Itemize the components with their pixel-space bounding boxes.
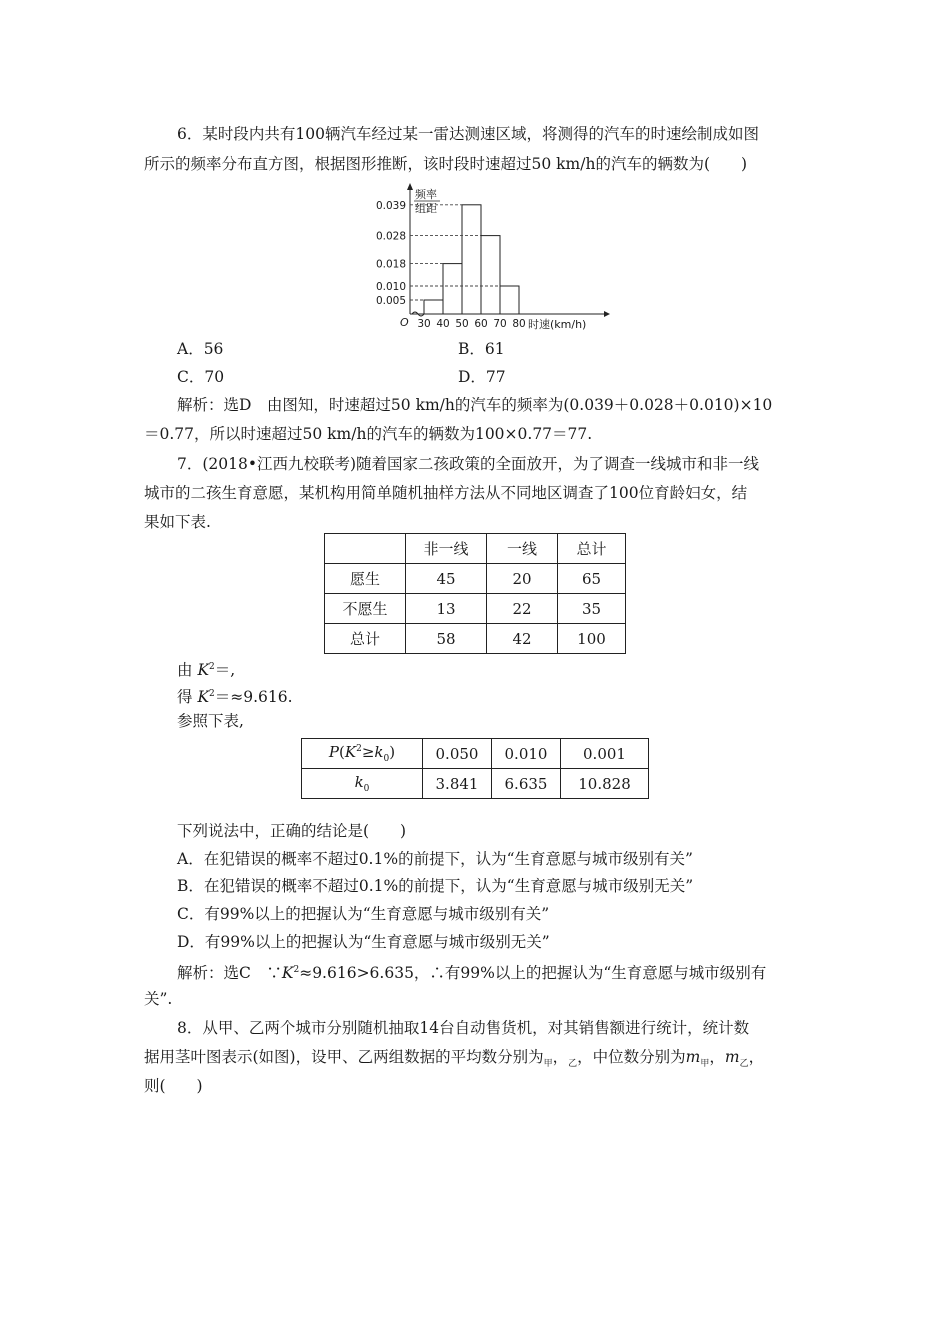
- x-tick-label: 50: [455, 318, 469, 330]
- q7-text-line2: 城市的二孩生育意愿，某机构用简单随机抽样方法从不同地区调查了100位育龄妇女，结: [144, 484, 748, 502]
- table-cell: 一线: [487, 534, 558, 564]
- q7-text-line3: 果如下表.: [144, 513, 211, 531]
- histogram-bar: [481, 236, 500, 314]
- x-tick-label: 70: [493, 318, 507, 330]
- solution-k: K: [281, 964, 294, 983]
- histogram-bar: [500, 286, 519, 314]
- table-cell: 42: [487, 624, 558, 654]
- histogram-bar: [443, 264, 462, 314]
- y-tick-label: 0.028: [375, 230, 406, 243]
- y-tick-label: 0.005: [375, 295, 406, 307]
- ge-symbol: ≥: [361, 743, 375, 761]
- histogram-bar: [424, 300, 443, 314]
- table-cell: 不愿生: [325, 594, 406, 624]
- table-cell: 35: [558, 594, 626, 624]
- x-tick-label: 80: [512, 318, 526, 330]
- q8-text-line2: [144, 1047, 764, 1074]
- critical-value-table: [301, 738, 649, 799]
- table-row: [325, 594, 626, 624]
- table-cell: 58: [406, 624, 487, 654]
- table-cell-label: [302, 739, 423, 769]
- table-cell: 0.001: [561, 739, 649, 769]
- table-cell: 20: [487, 564, 558, 594]
- table-cell: 22: [487, 594, 558, 624]
- k-symbol: K: [344, 743, 357, 761]
- y-axis-title-bottom: 组距: [415, 202, 437, 215]
- frequency-histogram: [372, 182, 612, 334]
- table-cell: 13: [406, 594, 487, 624]
- y-axis-arrow: [407, 183, 413, 190]
- table-cell: 0.010: [492, 739, 561, 769]
- q7-text-line1: 7．(2018•江西九校联考)随着国家二孩政策的全面放开，为了调查一线城市和非一线: [177, 455, 760, 473]
- paren-open: (: [339, 743, 345, 761]
- table-cell: 总计: [325, 624, 406, 654]
- x-tick-label: 40: [436, 318, 450, 330]
- q6-solution-line1: 解析：选D 由图知，时速超过50 km/h的汽车的频率为(0.039＋0.028＋0.010)×10: [177, 396, 773, 414]
- table-row: [325, 624, 626, 654]
- q8-text-line3: 则( ): [144, 1077, 203, 1095]
- x-tick-label: 60: [474, 318, 488, 330]
- q7-option-a: A．在犯错误的概率不超过0.1%的前提下，认为“生育意愿与城市级别有关”: [177, 850, 693, 868]
- y-tick-label: 0.010: [375, 281, 406, 293]
- x-tick-label: 30: [417, 318, 431, 330]
- q6-option-b: B．61: [458, 340, 505, 358]
- q6-text-line2: 所示的频率分布直方图，根据图形推断，该时段时速超过50 km/h的汽车的辆数为( ): [144, 155, 748, 173]
- q8-text-line1: 8．从甲、乙两个城市分别随机抽取14台自动售货机，对其销售额进行统计，统计数: [177, 1019, 750, 1037]
- k0-sub: 0: [383, 754, 390, 764]
- y-tick-label: 0.018: [375, 258, 406, 271]
- k2-result-line: [177, 684, 293, 707]
- q8-line2-c: ，中位数分别为: [577, 1048, 686, 1066]
- q6-text-line1: 6．某时段内共有100辆汽车经过某一雷达测速区域，将测得的汽车的时速绘制成如图: [177, 125, 759, 143]
- q8-sub-jia: 甲: [543, 1059, 553, 1070]
- solution-rest: ≈9.616>6.635，∴有99%以上的把握认为“生育意愿与城市级别有: [299, 964, 767, 983]
- table-row: [302, 739, 649, 769]
- q8-sub-yi: 乙: [568, 1059, 578, 1070]
- q8-line2-a: 据用茎叶图表示(如图)，设甲、乙两组数据的平均数分别为: [144, 1048, 544, 1066]
- q7-question: 下列说法中，正确的结论是( ): [177, 822, 407, 840]
- table-cell: 10.828: [561, 769, 649, 799]
- result-eq: ＝≈9.616.: [214, 688, 293, 707]
- y-tick-label: 0.039: [375, 199, 406, 212]
- x-axis-arrow: [604, 311, 610, 317]
- reference-text: 参照下表,: [177, 712, 244, 730]
- k0-sub: 0: [363, 784, 370, 794]
- table-cell: [325, 534, 406, 564]
- q7-option-d: D．有99%以上的把握认为“生育意愿与城市级别无关”: [177, 933, 550, 951]
- formula-k: K: [197, 661, 210, 680]
- q6-option-a: A．56: [177, 340, 224, 358]
- table-header-row: [325, 534, 626, 564]
- formula-eq: ＝,: [214, 661, 236, 680]
- table-cell: 100: [558, 624, 626, 654]
- origin-label: O: [400, 316, 409, 329]
- table-cell: 6.635: [492, 769, 561, 799]
- table-cell: 总计: [558, 534, 626, 564]
- k2-formula-line: [177, 657, 235, 680]
- table-cell-label: [302, 769, 423, 799]
- q8-m-yi-sub: 乙: [739, 1059, 749, 1070]
- table-cell: 非一线: [406, 534, 487, 564]
- table-cell: 3.841: [423, 769, 492, 799]
- table-cell: 0.050: [423, 739, 492, 769]
- formula-sup: 2: [209, 662, 215, 672]
- table-cell: 45: [406, 564, 487, 594]
- q7-solution-line2: 关”.: [144, 990, 173, 1008]
- table-row: [325, 564, 626, 594]
- k-sup: 2: [356, 744, 362, 754]
- q7-option-b: B．在犯错误的概率不超过0.1%的前提下，认为“生育意愿与城市级别无关”: [177, 877, 694, 895]
- q8-m-jia: m: [685, 1048, 701, 1066]
- formula-prefix: 由: [177, 661, 193, 680]
- q8-line2-e: ，: [748, 1048, 765, 1066]
- q8-line2-d: ，: [709, 1048, 725, 1066]
- solution-prefix: 解析：选C ∵: [177, 964, 282, 983]
- q8-line2-b: ，: [552, 1048, 569, 1066]
- table-row: [302, 769, 649, 799]
- x-axis-title: 时速(km/h): [528, 318, 587, 331]
- solution-sup: 2: [293, 965, 300, 975]
- result-prefix: 得: [177, 688, 193, 707]
- k0-symbol: k: [374, 743, 384, 761]
- k0-symbol: k: [354, 773, 364, 791]
- histogram-bar: [462, 205, 481, 314]
- q7-solution-line1: [177, 960, 766, 983]
- q8-m-jia-sub: 甲: [700, 1059, 710, 1070]
- survey-table: [324, 533, 626, 654]
- result-k: K: [197, 688, 210, 707]
- q6-option-c: C．70: [177, 368, 225, 386]
- table-cell: 65: [558, 564, 626, 594]
- q8-m-yi: m: [724, 1048, 740, 1066]
- result-sup: 2: [209, 689, 215, 699]
- q6-solution-line2: ＝0.77，所以时速超过50 km/h的汽车的辆数为100×0.77＝77.: [144, 425, 593, 443]
- table-cell: 愿生: [325, 564, 406, 594]
- q7-option-c: C．有99%以上的把握认为“生育意愿与城市级别有关”: [177, 905, 550, 923]
- y-axis-title-top: 频率: [415, 188, 437, 201]
- paren-close: ): [389, 743, 396, 761]
- p-symbol: P: [328, 743, 339, 761]
- q6-option-d: D．77: [458, 368, 506, 386]
